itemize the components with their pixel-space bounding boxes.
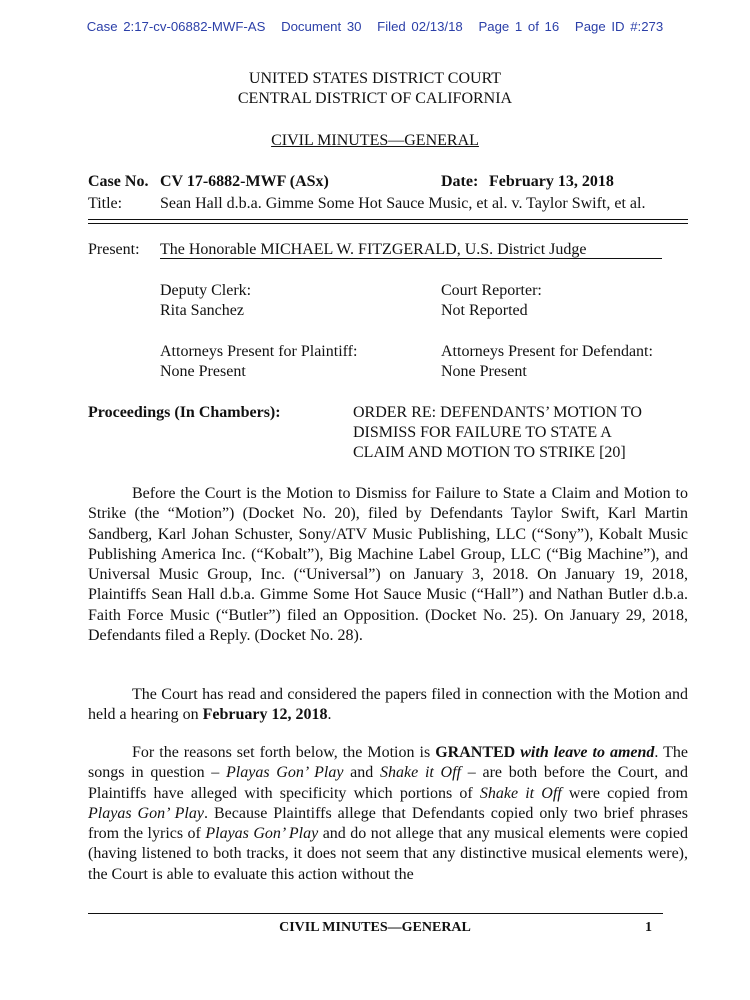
proceedings-label: Proceedings (In Chambers): (88, 404, 281, 421)
proceedings-line1: ORDER RE: DEFENDANTS’ MOTION TO (353, 404, 642, 421)
judge-name: The Honorable MICHAEL W. FITZGERALD, U.S. District Judge (160, 241, 587, 258)
minutes-title: CIVIL MINUTES—GENERAL (271, 132, 479, 149)
rule-top (88, 219, 688, 220)
filing-header (0, 19, 750, 34)
title-label: Title: (88, 195, 123, 212)
attorneys-defendant-label: Attorneys Present for Defendant: (441, 343, 653, 360)
case-no-value: CV 17-6882-MWF (ASx) (160, 173, 329, 190)
body-paragraph-2: The Court has read and considered the papers filed in connection with the Motion and held a hearing on February 12, 2018. (88, 686, 688, 724)
header-document: Document 30 (281, 19, 362, 34)
header-page: Page 1 of 16 (478, 19, 560, 34)
footer-rule (88, 913, 663, 914)
proceedings-line2: DISMISS FOR FAILURE TO STATE A (353, 424, 612, 441)
proceedings-line3: CLAIM AND MOTION TO STRIKE [20] (353, 444, 626, 461)
deputy-clerk-name: Rita Sanchez (160, 302, 244, 319)
footer-title: CIVIL MINUTES—GENERAL (279, 920, 471, 935)
date-value: February 13, 2018 (489, 173, 614, 190)
footer-page-number: 1 (645, 920, 652, 935)
rule-bottom (88, 223, 688, 224)
court-reporter-value: Not Reported (441, 302, 528, 319)
header-filed: Filed 02/13/18 (377, 19, 463, 34)
court-name-line2: CENTRAL DISTRICT OF CALIFORNIA (237, 90, 513, 107)
attorneys-plaintiff-value: None Present (160, 363, 246, 380)
header-case-number: Case 2:17-cv-06882-MWF-AS (86, 19, 266, 34)
judge-underline (160, 258, 662, 259)
attorneys-defendant-value: None Present (441, 363, 527, 380)
court-name-line1: UNITED STATES DISTRICT COURT (248, 70, 502, 87)
attorneys-plaintiff-label: Attorneys Present for Plaintiff: (160, 343, 358, 360)
present-label: Present: (88, 241, 140, 258)
body-paragraph-3: For the reasons set forth below, the Motion is GRANTED with leave to amend. The songs in question – Playas Gon’ Play and Shake it Off – are both before the Court, and Plaintiffs have alleged with specificity which portions of Shake it Off were copied from Playas Gon’ Play. Because Plaintiffs allege that Defendants copied only two brief phrases from the lyrics of Playas Gon’ Play and do not allege that any musical elements were copied (having listened to both tracks, it does not seem that any distinctive musical elements were), the Court is able to evaluate this action without the (88, 744, 689, 883)
body-paragraph-1: Before the Court is the Motion to Dismiss for Failure to State a Claim and Motion to Strike (the “Motion”) (Docket No. 20), filed by Defendants Taylor Swift, Karl Martin Sandberg, Karl Johan Schuster, Sony/ATV Music Publishing, LLC (“Sony”), Kobalt Music Publishing America Inc. (“Kobalt”), Big Machine Label Group, LLC (“Big Machine”), and Universal Music Group, Inc. (“Universal”) on January 3, 2018. On January 19, 2018, Plaintiffs Sean Hall d.b.a. Gimme Some Hot Sauce Music (“Hall”) and Nathan Butler d.b.a. Faith Force Music (“Butler”) filed an Opposition. (Docket No. 25). On January 29, 2018, Defendants filed a Reply. (Docket No. 28). (88, 485, 688, 645)
case-no-label: Case No. (88, 173, 149, 190)
date-label: Date: (441, 173, 479, 190)
deputy-clerk-label: Deputy Clerk: (160, 282, 252, 299)
title-value: Sean Hall d.b.a. Gimme Some Hot Sauce Music, et al. v. Taylor Swift, et al. (160, 195, 646, 212)
header-page-id: Page ID #:273 (574, 19, 664, 34)
court-reporter-label: Court Reporter: (441, 282, 542, 299)
